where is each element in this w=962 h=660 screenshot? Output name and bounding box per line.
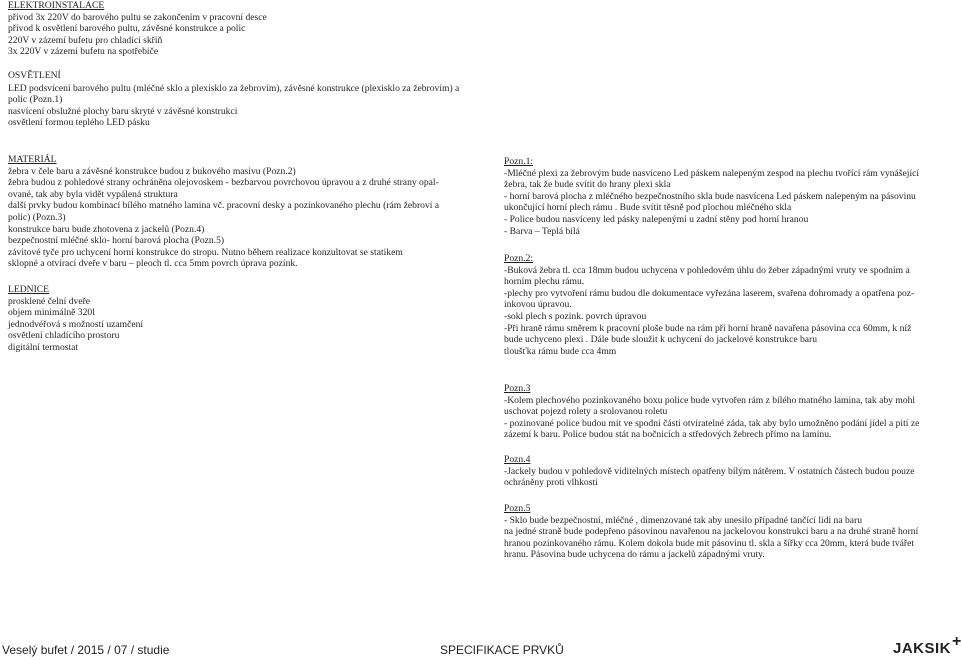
note-heading: Pozn.3 (504, 383, 531, 394)
text-line: -Buková žebra tl. cca 18mm budou uchycena v pohledovém úhlu do žeber západnými vruty ve spodním a (504, 264, 910, 276)
text-line: -Při hraně rámu směrem k pracovní ploše bude na rám při horní hraně navařena pásovina cca 60mm, k níž (504, 322, 912, 334)
note-heading: Pozn.1: (504, 156, 534, 167)
text-line: - pozinované police budou mít ve spodní části otvíratelné záda, tak aby bylo umožněno podání jídel a pití ze (504, 417, 920, 429)
text-line: objem minimálně 320l (8, 307, 95, 319)
text-line: žebra budou z pohledové strany ochráněna olejovoskem - bezbarvou povrchovou úpravou a z druhé strany opal- (8, 177, 439, 189)
text-line: ované, tak aby byla vidět vypálená struktura (8, 188, 178, 200)
text-line: LED podsvícení barového pultu (mléčné sklo a plexisklo za žebrovím), závěsné konstrukce (plexisklo za žebrovím) a (8, 82, 460, 94)
section-elektroinstalace (8, 0, 478, 58)
text-line: závitové tyče pro uchycení horní konstrukce do stropu. Nutno během realizace konzultovat se statikem (8, 246, 403, 258)
section-heading: ELEKTROINSTALACE (8, 0, 105, 11)
text-line: na jedné straně bude podepřeno pásovinou navařenou na jackelovou konstrukci baru a na druhé straně horní (504, 526, 919, 538)
text-line: tloušťka rámu bude cca 4mm (504, 345, 617, 357)
note-heading: Pozn.4 (504, 454, 531, 465)
text-line: jednodvéřová s možností uzamčení (8, 318, 144, 330)
text-line: bude uchyceno plexi . Dále bude sloužit k uchycení do jackelové konstrukce baru (504, 334, 818, 346)
note-heading: Pozn.2: (504, 253, 534, 264)
footer-project: Veselý bufet / 2015 / 07 / studie (2, 643, 170, 657)
text-line: přívod k osvětlení barového pultu, závěsné konstrukce a polic (8, 23, 246, 35)
plus-icon: + (952, 633, 962, 650)
text-line: digitální termostat (8, 341, 79, 353)
text-line: nasvícení obslužné plochy baru skryté v závěsné konstrukci (8, 105, 238, 117)
text-line: -plechy pro vytvoření rámu budou dle dokumentace vyřezána laserem, svařena dohromady a opatřena poz- (504, 287, 915, 299)
section-lednice (8, 284, 478, 354)
text-line: - Barva – Teplá bílá (504, 225, 580, 237)
text-line: hranou pozinkovaného rámu. Kolem dokola bude mít pásovinu tl. skla a šířky cca 20mm, která bude tvářet (504, 537, 915, 549)
brand-logo (893, 633, 962, 658)
text-line: ochráněny proti vlhkosti (504, 477, 598, 489)
section-heading: LEDNICE (8, 284, 50, 295)
section-material (8, 154, 478, 270)
text-line: přívod 3x 220V do barového pultu se zakončením v pracovní desce (8, 11, 267, 23)
section-pozn5 (504, 503, 954, 561)
text-line: žebra v čele baru a závěsné konstrukce budou z bukového masivu (Pozn.2) (8, 165, 296, 177)
text-line: žebra, tak že bude svítit do hrany plexi skla (504, 179, 671, 191)
section-heading: OSVĚTLENÍ (8, 70, 61, 81)
text-line: polic (Pozn.1) (8, 94, 63, 106)
section-pozn3 (504, 383, 954, 441)
footer-title: SPECIFIKACE PRVKŮ (440, 643, 564, 657)
text-line: 3x 220V v zázemí bufetu na spotřebiče (8, 46, 159, 58)
brand-logo-text: JAKSIK (893, 640, 952, 657)
section-osvetleni (8, 70, 478, 129)
note-heading: Pozn.5 (504, 503, 531, 514)
text-line: inkovou úpravou. (504, 299, 572, 311)
section-pozn2 (504, 253, 954, 357)
text-line: osvětlení formou teplého LED pásku (8, 117, 150, 129)
text-line: -sokl plech s pozink. povrch úpravou (504, 310, 647, 322)
text-line: konstrukce baru bude zhotovena z jackelů (Pozn.4) (8, 223, 205, 235)
text-line: bezpečnostní mléčné sklo- horní barová plocha (Pozn.5) (8, 235, 225, 247)
text-line: ukončující horní plech rámu . Bude svítit těsně pod plochou mléčného skla (504, 202, 792, 214)
text-line: -Kolem plechového pozinkovaného boxu police bude vytvořen rám z bílého matného lamina, tak aby mohl (504, 394, 916, 406)
text-line: prosklené čelní dveře (8, 295, 91, 307)
section-pozn1 (504, 156, 954, 237)
text-line: hranu. Pásovina bude uchycena do rámu a jackelů západnými vruty. (504, 549, 765, 561)
text-line: -Mléčné plexi za žebrovým bude nasvíceno Led páskem nalepeným zespod na plechu tvořící rám vynášející (504, 167, 920, 179)
text-line: zázemí k baru. Police budou stát na bočnicích a středových žebrech přímo na laminu. (504, 429, 832, 441)
text-line: uschovat pojezd rolety a srolovanou roletu (504, 406, 668, 418)
text-line: - horní barová plocha z mléčného bezpečnostního skla bude nasvícena Led páskem nalepeným na pásovinu (504, 190, 916, 202)
section-heading: MATERIÁL (8, 154, 57, 165)
text-line: - Sklo bude bezpečnostní, mléčné , dimenzované tak aby unesilo případné tančící lidi na baru (504, 514, 863, 526)
text-line: osvětlení chladícího prostoru (8, 330, 120, 342)
text-line: polic) (Pozn.3) (8, 211, 66, 223)
text-line: - Police budou nasvíceny led pásky nalepenými u zadní stěny pod horní hranou (504, 213, 809, 225)
text-line: 220V v zázemí bufetu pro chladící skříň (8, 34, 163, 46)
text-line: sklopné a otvírací dveře v baru – pleoch tl. cca 5mm povrch úprava pozink. (8, 258, 298, 270)
text-line: horním plechu rámu. (504, 276, 585, 288)
section-pozn4 (504, 454, 954, 489)
text-line: další prvky budou kombinací bílého matného lamina vč. pracovní desky a pozinkovaného plechu (rám žebroví a (8, 200, 440, 212)
text-line: -Jackely budou v pohledově viditelných místech opatřeny bílým nátěrem. V ostatních částech budou pouze (504, 465, 915, 477)
